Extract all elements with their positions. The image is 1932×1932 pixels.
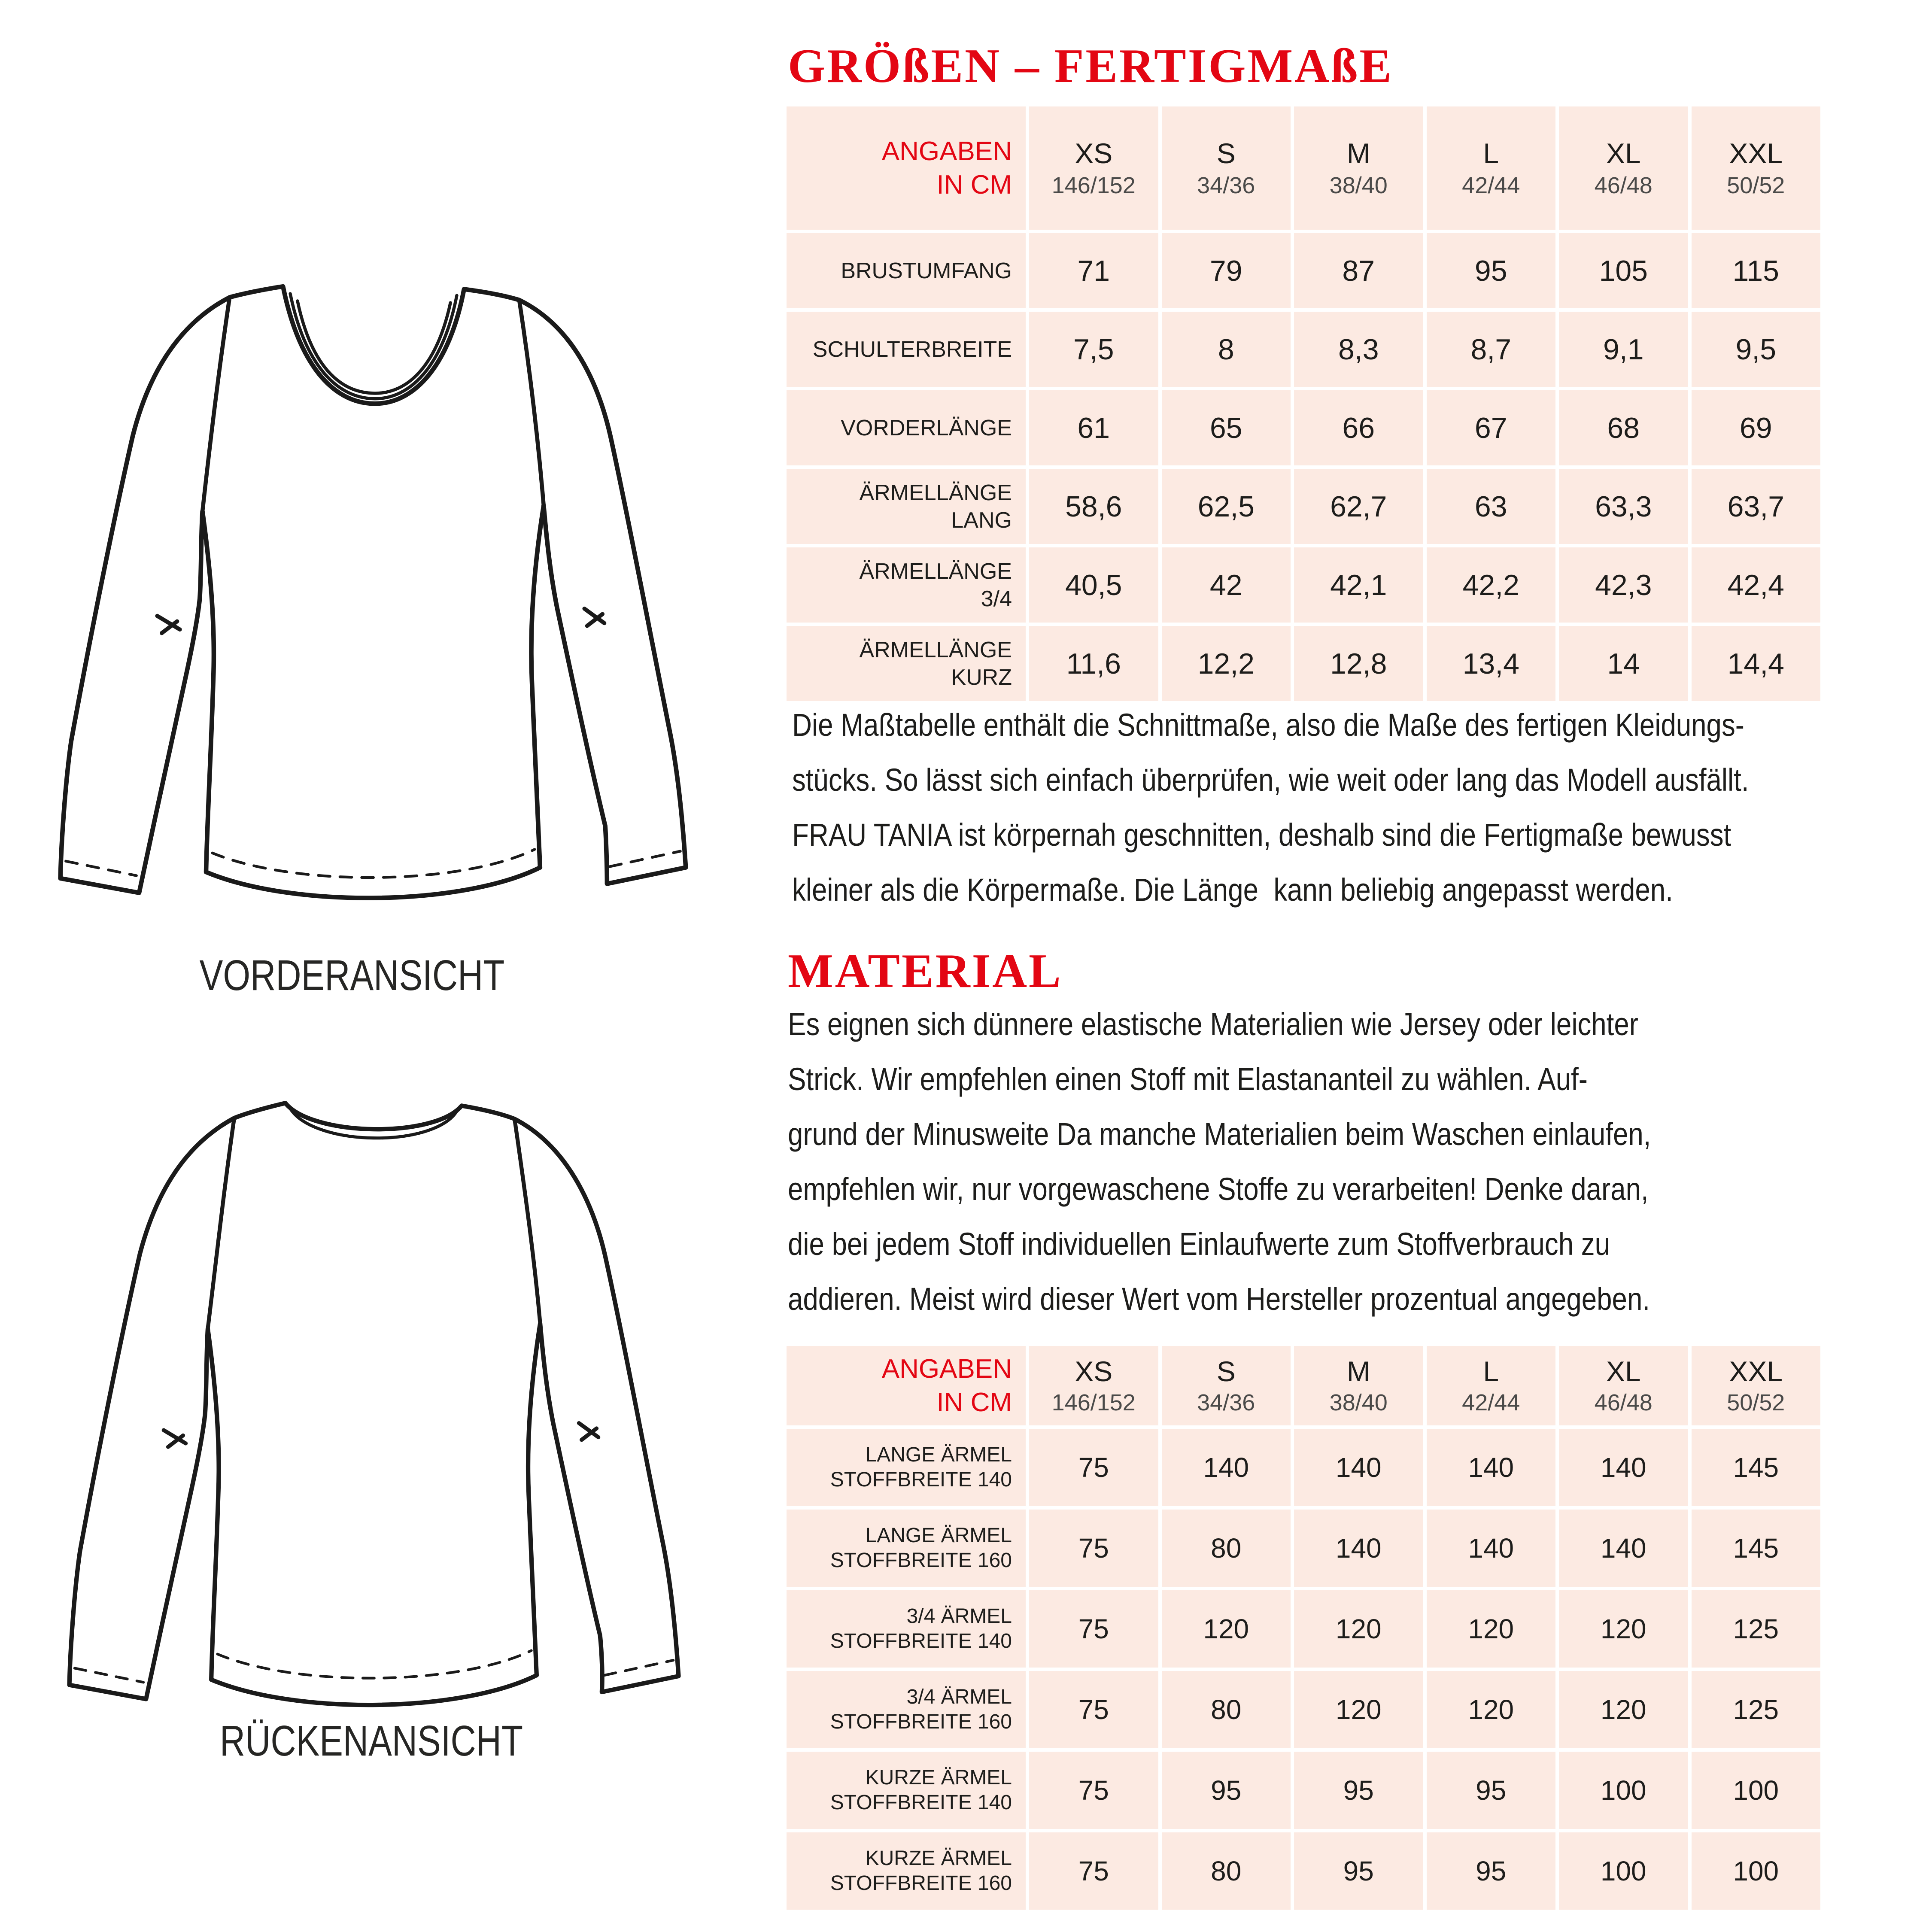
size-range: 146/152	[1051, 172, 1136, 198]
paragraph-line: Es eignen sich dünnere elastische Materialien wie Jersey oder leichter	[788, 1006, 1638, 1042]
size-column-header	[1294, 106, 1423, 230]
measurement-row-label-line: KURZE ÄRMEL	[865, 1847, 1012, 1870]
measurement-value: 95	[1294, 1752, 1423, 1829]
material-section-title: MATERIAL	[788, 945, 1063, 998]
measurement-row-label	[787, 312, 1026, 387]
size-column-header	[1029, 106, 1158, 230]
measurement-row-label	[787, 469, 1026, 544]
sizes-section-title: GRÖßEN – FERTIGMAßE	[788, 39, 1394, 93]
measurement-value: 140	[1559, 1429, 1688, 1506]
measurement-value: 13,4	[1427, 626, 1556, 701]
paragraph-line: addieren. Meist wird dieser Wert vom Hersteller prozentual angegeben.	[788, 1281, 1650, 1317]
paragraph-line: kleiner als die Körpermaße. Die Länge kann beliebig angepasst werden.	[792, 872, 1673, 908]
measurement-value: 125	[1692, 1590, 1821, 1668]
table-header-label-line: ANGABEN	[881, 1354, 1012, 1384]
size-name: XXL	[1729, 1355, 1783, 1387]
measurement-row-label-line: STOFFBREITE 140	[830, 1791, 1012, 1814]
measurement-value: 100	[1692, 1832, 1821, 1910]
measurement-row-label-line: KURZ	[951, 665, 1012, 690]
measurement-row-label	[787, 1671, 1026, 1748]
measurement-value: 75	[1029, 1510, 1158, 1587]
paragraph-line: stücks. So lässt sich einfach überprüfen, wie weit oder lang das Modell ausfällt.	[792, 762, 1749, 798]
size-name: XL	[1606, 1355, 1641, 1387]
size-column-header	[1559, 1346, 1688, 1425]
measurement-value: 95	[1294, 1832, 1423, 1910]
paragraph-line: Strick. Wir empfehlen einen Stoff mit Elastananteil zu wählen. Auf-	[788, 1061, 1588, 1097]
measurement-value: 95	[1162, 1752, 1291, 1829]
fabric-requirements-table	[787, 1346, 1820, 1910]
measurement-row-label-line: LANG	[951, 507, 1012, 533]
measurement-row-label	[787, 626, 1026, 701]
size-range: 38/40	[1329, 172, 1388, 198]
measurement-value: 14,4	[1692, 626, 1821, 701]
measurement-value: 140	[1162, 1429, 1291, 1506]
table-header-label	[787, 1346, 1026, 1425]
measurements-paragraph	[792, 698, 1856, 917]
measurement-row-label-line: ÄRMELLÄNGE	[859, 559, 1012, 584]
size-name: L	[1483, 1355, 1499, 1387]
measurement-row-label-line: KURZE ÄRMEL	[865, 1766, 1012, 1789]
measurement-value: 14	[1559, 626, 1688, 701]
measurement-value: 67	[1427, 390, 1556, 465]
measurement-row-label-line: STOFFBREITE 160	[830, 1872, 1012, 1895]
measurement-row-label-line: STOFFBREITE 160	[830, 1710, 1012, 1733]
measurement-value: 120	[1559, 1590, 1688, 1668]
size-name: XS	[1075, 1355, 1113, 1387]
measurement-row-label-line: LANGE ÄRMEL	[865, 1443, 1012, 1466]
size-column-header	[1427, 1346, 1556, 1425]
measurement-value: 66	[1294, 390, 1423, 465]
size-name: M	[1346, 1355, 1370, 1387]
measurement-value: 87	[1294, 233, 1423, 308]
measurement-row-label	[787, 1752, 1026, 1829]
measurement-value: 75	[1029, 1590, 1158, 1668]
measurement-value: 9,1	[1559, 312, 1688, 387]
measurement-value: 63,3	[1559, 469, 1688, 544]
size-column-header	[1559, 106, 1688, 230]
measurement-value: 80	[1162, 1671, 1291, 1748]
measurement-value: 75	[1029, 1429, 1158, 1506]
table-header-label-line: ANGABEN	[881, 136, 1012, 166]
measurement-value: 65	[1162, 390, 1291, 465]
size-name: XS	[1075, 137, 1113, 169]
paragraph-line: die bei jedem Stoff individuellen Einlaufwerte zum Stoffverbrauch zu	[788, 1226, 1610, 1262]
measurement-value: 8,3	[1294, 312, 1423, 387]
measurement-value: 95	[1427, 1832, 1556, 1910]
table-header-label-line: IN CM	[936, 1387, 1012, 1417]
measurement-row-label-line: BRUSTUMFANG	[841, 258, 1012, 283]
measurement-value: 75	[1029, 1671, 1158, 1748]
table-header-label-line: IN CM	[936, 170, 1012, 200]
measurement-value: 100	[1559, 1832, 1688, 1910]
measurement-row-label-line: ÄRMELLÄNGE	[859, 480, 1012, 505]
material-paragraph	[788, 997, 1851, 1327]
measurement-value: 95	[1427, 233, 1556, 308]
measurement-value: 120	[1162, 1590, 1291, 1668]
measurement-value: 11,6	[1029, 626, 1158, 701]
front-view-illustration	[39, 251, 708, 930]
measurement-row-label-line: LANGE ÄRMEL	[865, 1524, 1012, 1547]
back-garment-outline	[70, 1103, 679, 1705]
size-column-header	[1692, 106, 1821, 230]
size-range: 42/44	[1462, 172, 1520, 198]
size-range: 50/52	[1727, 172, 1785, 198]
measurement-value: 120	[1559, 1671, 1688, 1748]
measurement-row-label-line: ÄRMELLÄNGE	[859, 637, 1012, 662]
measurement-value: 58,6	[1029, 469, 1158, 544]
measurement-value: 145	[1692, 1510, 1821, 1587]
measurement-value: 42,4	[1692, 547, 1821, 623]
size-column-header	[1162, 106, 1291, 230]
measurement-value: 42,3	[1559, 547, 1688, 623]
measurement-value: 63,7	[1692, 469, 1821, 544]
measurement-value: 120	[1294, 1590, 1423, 1668]
measurement-row-label	[787, 1510, 1026, 1587]
measurement-value: 8,7	[1427, 312, 1556, 387]
measurement-value: 42	[1162, 547, 1291, 623]
size-range: 38/40	[1329, 1389, 1388, 1416]
measurement-value: 140	[1294, 1429, 1423, 1506]
measurement-value: 7,5	[1029, 312, 1158, 387]
measurement-row-label-line: 3/4 ÄRMEL	[906, 1686, 1012, 1708]
measurement-value: 79	[1162, 233, 1291, 308]
measurement-value: 8	[1162, 312, 1291, 387]
measurement-value: 140	[1559, 1510, 1688, 1587]
measurement-value: 12,2	[1162, 626, 1291, 701]
measurement-value: 80	[1162, 1832, 1291, 1910]
measurement-value: 80	[1162, 1510, 1291, 1587]
measurement-value: 69	[1692, 390, 1821, 465]
measurement-row-label-line: 3/4	[981, 586, 1012, 611]
measurement-row-label-line: 3/4 ÄRMEL	[906, 1605, 1012, 1628]
size-range: 50/52	[1727, 1389, 1785, 1416]
measurement-value: 100	[1559, 1752, 1688, 1829]
measurement-value: 9,5	[1692, 312, 1821, 387]
measurement-value: 125	[1692, 1671, 1821, 1748]
measurement-row-label	[787, 1590, 1026, 1668]
measurement-value: 105	[1559, 233, 1688, 308]
measurement-value: 140	[1294, 1510, 1423, 1587]
measurement-row-label	[787, 547, 1026, 623]
size-column-header	[1029, 1346, 1158, 1425]
measurement-value: 63	[1427, 469, 1556, 544]
measurement-row-label-line: VORDERLÄNGE	[841, 415, 1012, 440]
measurement-row-label	[787, 1832, 1026, 1910]
size-range: 34/36	[1197, 1389, 1255, 1416]
size-name: L	[1483, 137, 1499, 169]
measurement-value: 40,5	[1029, 547, 1158, 623]
size-column-header	[1162, 1346, 1291, 1425]
finished-measurements-table	[787, 106, 1820, 701]
measurement-value: 140	[1427, 1429, 1556, 1506]
measurement-value: 42,1	[1294, 547, 1423, 623]
measurement-value: 140	[1427, 1510, 1556, 1587]
measurement-value: 100	[1692, 1752, 1821, 1829]
size-column-header	[1427, 106, 1556, 230]
size-name: XL	[1606, 137, 1641, 169]
measurement-value: 145	[1692, 1429, 1821, 1506]
measurement-value: 95	[1427, 1752, 1556, 1829]
front-view-label: VORDERANSICHT	[199, 951, 505, 999]
measurement-value: 42,2	[1427, 547, 1556, 623]
front-garment-outline	[61, 286, 686, 898]
measurement-value: 71	[1029, 233, 1158, 308]
paragraph-line: grund der Minusweite Da manche Materialien beim Waschen einlaufen,	[788, 1116, 1651, 1152]
size-range: 42/44	[1462, 1389, 1520, 1416]
size-range: 34/36	[1197, 172, 1255, 198]
back-view-illustration	[47, 1082, 700, 1725]
size-column-header	[1294, 1346, 1423, 1425]
size-range: 46/48	[1594, 1389, 1653, 1416]
measurement-row-label-line: STOFFBREITE 140	[830, 1468, 1012, 1491]
table-header-label	[787, 106, 1026, 230]
size-range: 46/48	[1594, 172, 1653, 198]
measurement-value: 62,7	[1294, 469, 1423, 544]
paragraph-line: Die Maßtabelle enthält die Schnittmaße, also die Maße des fertigen Kleidungs-	[792, 707, 1744, 743]
measurement-value: 75	[1029, 1752, 1158, 1829]
measurement-value: 62,5	[1162, 469, 1291, 544]
paragraph-line: FRAU TANIA ist körpernah geschnitten, deshalb sind die Fertigmaße bewusst	[792, 817, 1732, 853]
measurement-row-label	[787, 1429, 1026, 1506]
size-column-header	[1692, 1346, 1821, 1425]
measurement-value: 61	[1029, 390, 1158, 465]
measurement-row-label-line: STOFFBREITE 160	[830, 1549, 1012, 1572]
measurement-value: 120	[1427, 1671, 1556, 1748]
measurement-value: 120	[1294, 1671, 1423, 1748]
paragraph-line: empfehlen wir, nur vorgewaschene Stoffe zu verarbeiten! Denke daran,	[788, 1171, 1649, 1207]
size-name: M	[1346, 137, 1370, 169]
measurement-row-label-line: STOFFBREITE 140	[830, 1630, 1012, 1653]
measurement-value: 115	[1692, 233, 1821, 308]
measurement-value: 120	[1427, 1590, 1556, 1668]
back-view-label: RÜCKENANSICHT	[219, 1717, 523, 1765]
measurement-value: 68	[1559, 390, 1688, 465]
measurement-value: 12,8	[1294, 626, 1423, 701]
size-name: S	[1216, 1355, 1236, 1387]
measurement-value: 75	[1029, 1832, 1158, 1910]
measurement-row-label	[787, 390, 1026, 465]
size-name: XXL	[1729, 137, 1783, 169]
size-name: S	[1216, 137, 1236, 169]
measurement-row-label	[787, 233, 1026, 308]
size-range: 146/152	[1051, 1389, 1136, 1416]
measurement-row-label-line: SCHULTERBREITE	[812, 337, 1012, 362]
